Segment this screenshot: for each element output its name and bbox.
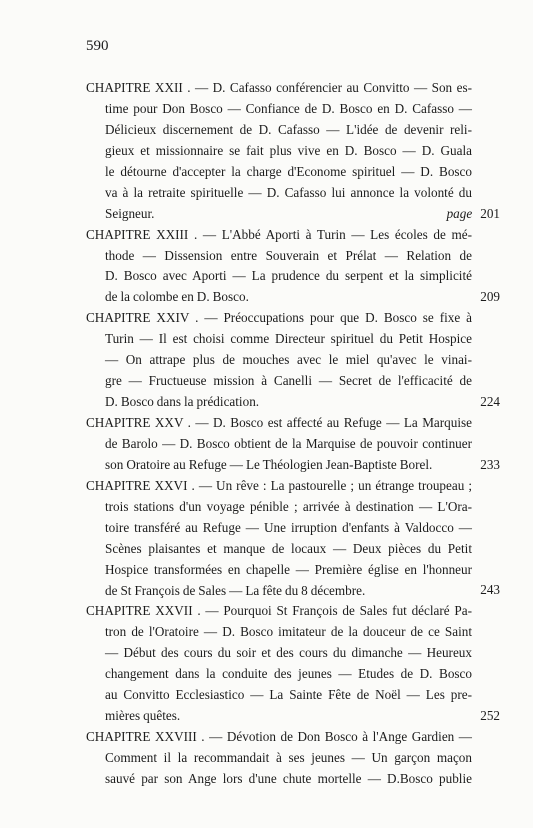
page-reference [480, 706, 500, 727]
page-reference-number: 243 [480, 582, 500, 598]
toc-entry-line: CHAPITRE XXVI . — Un rêve : La pastourelle ; un étrange troupeau ; [86, 477, 472, 493]
toc-entry-line: Turin — Il est choisi comme Directeur spirituel du Petit Hospice [105, 331, 472, 347]
toc-entry-line: sauvé par son Ange lors d'une chute mortelle — D.Bosco publie [105, 770, 472, 786]
page-number: 590 [86, 38, 109, 54]
toc-entry-chapter-23 [86, 225, 500, 309]
page-reference [480, 287, 500, 308]
toc-entry-line: Seigneur. [105, 205, 155, 221]
toc-entry-chapter-25 [86, 413, 500, 476]
toc-entry-line: D. Bosco dans la prédication. [105, 394, 260, 410]
toc-entry-line: de St François de Sales — La fête du 8 décembre. [105, 582, 366, 598]
toc-entry-line: Hospice transformées en chapelle — Première église en l'honneur [105, 561, 472, 577]
page-reference [447, 204, 500, 225]
toc-entry-line: gieux et missionnaire se fait plus vive en D. Bosco — D. Guala [105, 142, 472, 158]
page-word: page [446, 205, 473, 221]
toc-entry-line: toire transféré au Refuge — Une irruption d'enfants à Valdocco — [105, 519, 472, 535]
page-reference [480, 580, 500, 601]
toc-entry-line: mières quêtes. [105, 708, 181, 724]
toc-entry-chapter-27 [86, 601, 500, 727]
toc-entry-line: le détourne d'accepter la charge d'Econome spirituel — D. Bosco [105, 163, 472, 179]
toc-entry-line: CHAPITRE XXVIII . — Dévotion de Don Bosco à l'Ange Gardien — [86, 729, 472, 745]
page-reference-number: 252 [480, 708, 500, 724]
toc-entry-line: CHAPITRE XXVII . — Pourquoi St François de Sales fut déclaré Pa- [86, 603, 472, 619]
toc-entry-line: son Oratoire au Refuge — Le Théologien Jean-Baptiste Borel. [105, 456, 433, 472]
toc-entry-line: de la colombe en D. Bosco. [105, 289, 249, 305]
toc-entry-line: au Convitto Ecclesiastico — La Sainte Fête de Noël — Les pre- [105, 687, 472, 703]
toc-entry-line: — On attrape plus de mouches avec le miel qu'avec le vinai- [105, 352, 472, 368]
toc-entry-line: Délicieux discernement de D. Cafasso — L'idée de devenir reli- [105, 121, 472, 137]
toc-entry-line: — Début des cours du soir et des cours du dimanche — Heureux [105, 645, 472, 661]
toc-entry-line: CHAPITRE XXII . — D. Cafasso conférencier au Convitto — Son es- [86, 80, 472, 95]
table-of-contents [86, 78, 500, 790]
toc-entry-line: CHAPITRE XXIV . — Préoccupations pour que D. Bosco se fixe à [86, 310, 472, 326]
page-reference-number: 233 [480, 456, 500, 472]
toc-entry-line: Comment il la recommandait à ses jeunes — Un garçon maçon [105, 750, 472, 765]
toc-entry-line: de Barolo — D. Bosco obtient de la Marquise de pouvoir continuer [105, 435, 472, 451]
page-reference [480, 392, 500, 413]
toc-entry-chapter-26 [86, 476, 500, 602]
toc-entry-line: tron de l'Oratoire — D. Bosco imitateur de la douceur de ce Saint [105, 624, 472, 640]
toc-entry-line: changement dans la conduite des jeunes — Etudes de D. Bosco [105, 666, 472, 682]
toc-entry-line: gre — Fructueuse mission à Canelli — Secret de l'efficacité de [105, 373, 472, 389]
toc-entry-line: CHAPITRE XXV . — D. Bosco est affecté au Refuge — La Marquise [86, 415, 472, 430]
toc-entry-line: D. Bosco avec Aporti — La prudence du serpent et la simplicité [105, 268, 472, 284]
toc-entry-line: va à la retraite spirituelle — D. Cafasso lui annonce la volonté du [105, 184, 472, 200]
page-reference-number: 209 [480, 289, 500, 305]
page-reference-number: 224 [480, 394, 500, 410]
page-reference-number: 201 [480, 205, 500, 221]
toc-entry-line: Scènes plaisantes et manque de locaux — Deux pièces du Petit [105, 540, 472, 556]
toc-entry-line: thode — Dissension entre Souverain et Prélat — Relation de [105, 247, 472, 263]
page-reference [480, 455, 500, 476]
toc-entry-chapter-28 [86, 727, 472, 790]
toc-entry-line: trois stations d'un voyage pénible ; arrivée à destination — L'Ora- [105, 498, 472, 514]
toc-entry-chapter-24 [86, 308, 500, 413]
toc-entry-chapter-22 [86, 78, 500, 225]
toc-entry-line: time pour Don Bosco — Confiance de D. Bosco en D. Cafasso — [105, 100, 472, 116]
toc-entry-line: CHAPITRE XXIII . — L'Abbé Aporti à Turin — Les écoles de mé- [86, 226, 472, 242]
